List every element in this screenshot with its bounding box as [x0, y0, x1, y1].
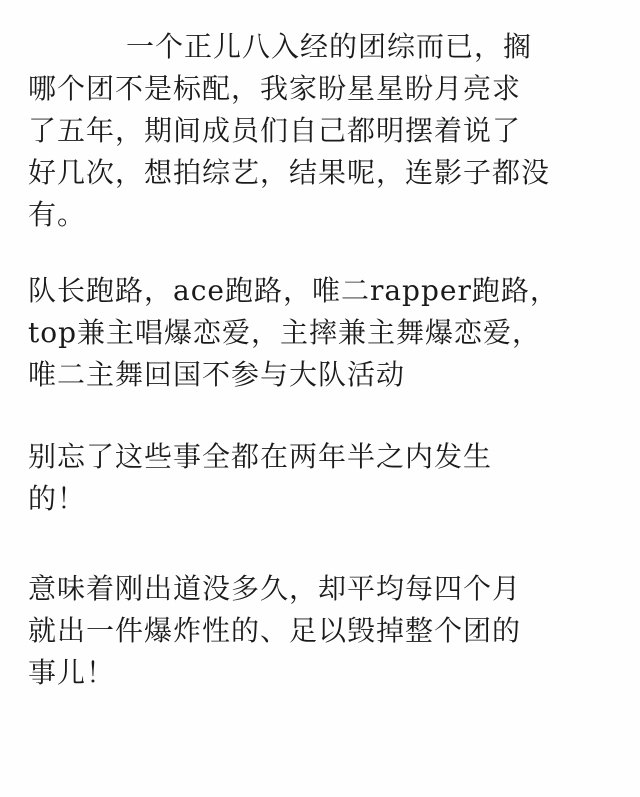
text-line: 队长跑路，ace跑路，唯二rapper跑路， [28, 274, 559, 307]
text-line: 唯二主舞回国不参与大队活动 [28, 358, 406, 391]
text-line: 就出一件爆炸性的、足以毁掉整个团的 [28, 614, 522, 647]
text-line: 意味着刚出道没多久，却平均每四个月 [28, 572, 522, 605]
text-line: 别忘了这些事全都在两年半之内发生 [28, 440, 493, 473]
paragraph-3 [28, 436, 616, 520]
handwritten-text-body [28, 26, 616, 694]
text-line: 有。 [28, 198, 87, 231]
text-line: 的！ [28, 482, 87, 515]
paragraph-2 [28, 270, 616, 396]
text-line: 一个正儿八入经的团综而已，搁 [126, 30, 533, 63]
text-line: 好几次，想拍综艺，结果呢，连影子都没 [28, 156, 551, 189]
text-line: top兼主唱爆恋爱，主摔兼主舞爆恋爱， [28, 316, 542, 349]
text-line: 了五年，期间成员们自己都明摆着说了 [28, 114, 522, 147]
paragraph-1 [28, 26, 616, 236]
text-line: 哪个团不是标配，我家盼星星盼月亮求 [28, 72, 522, 105]
paragraph-4 [28, 568, 616, 694]
text-line: 事儿！ [28, 656, 116, 689]
